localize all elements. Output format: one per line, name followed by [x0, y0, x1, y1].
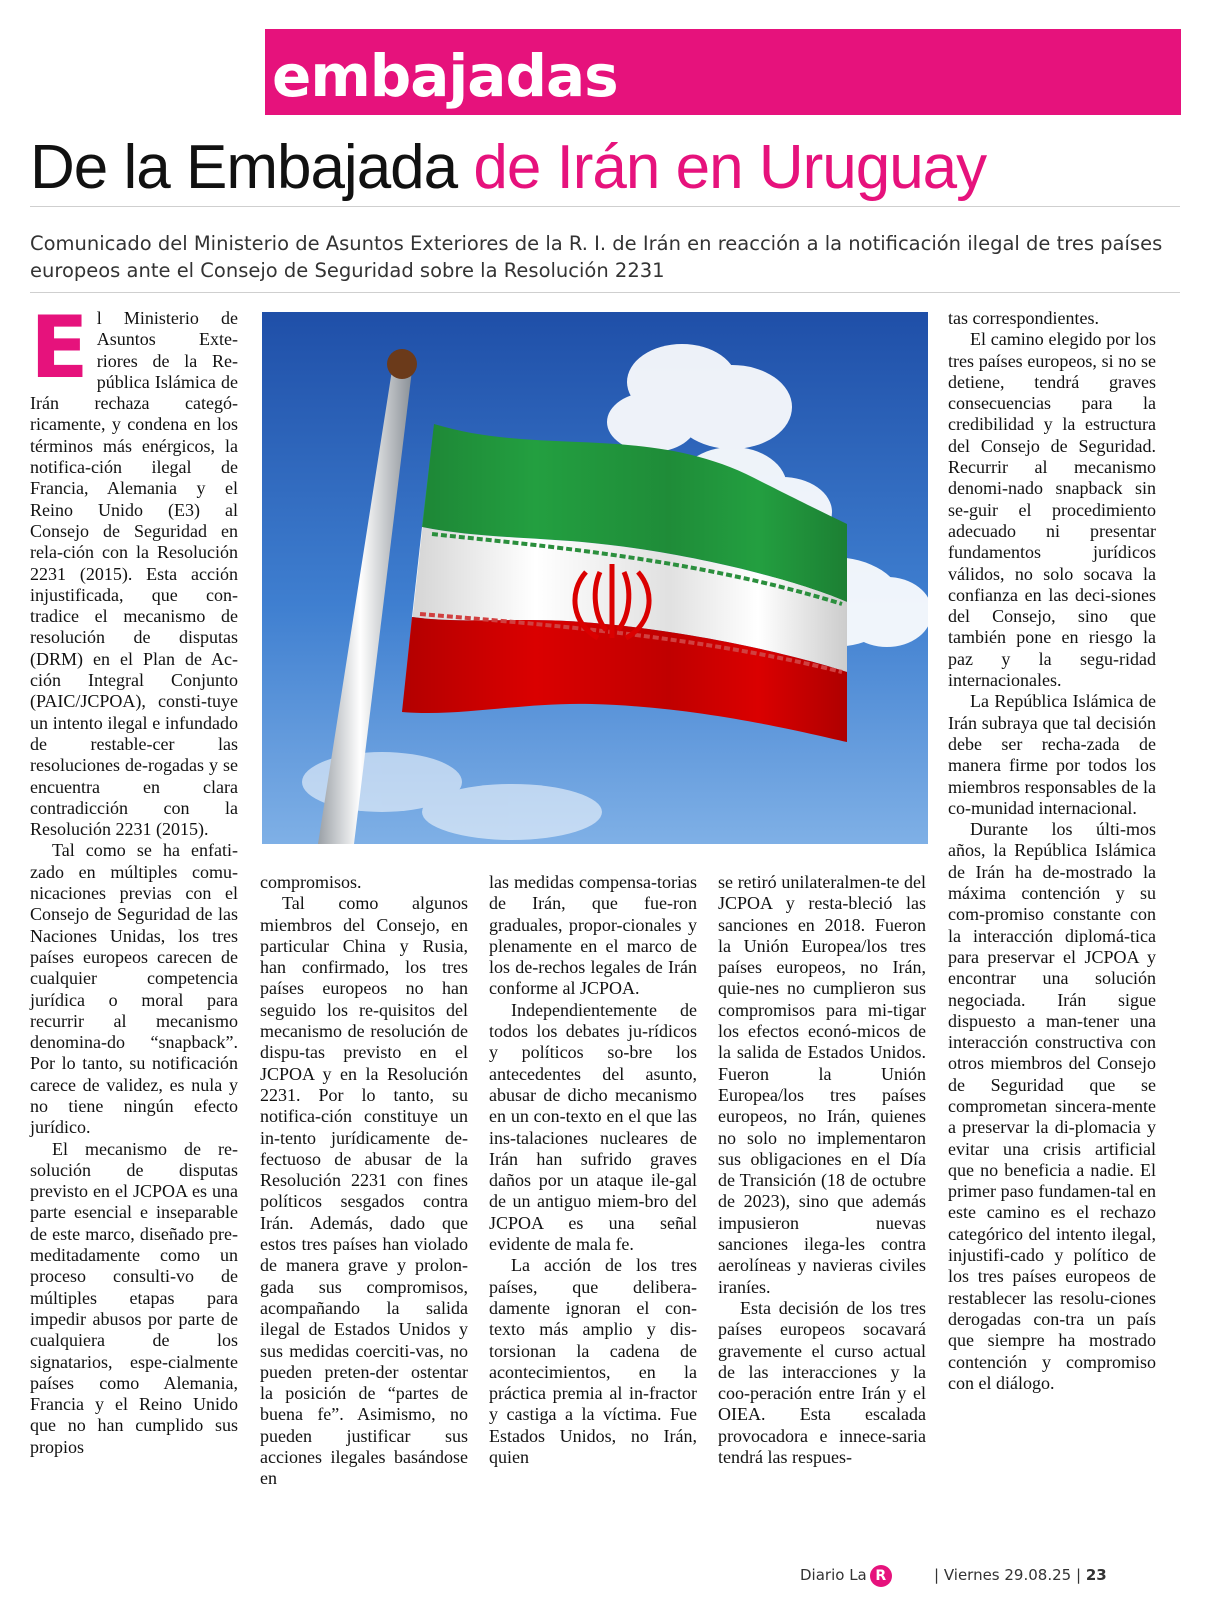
issue-date: Viernes 29.08.25 — [943, 1566, 1072, 1584]
article-paragraph: La acción de los tres países, que delibera-damente ignoran el con-texto más amplio y dis-torsionan la cadena de acontecimientos, en la práctica premia al in-fractor y castiga a la víctima. Fue Estados Unidos, no Irán, quien — [489, 1255, 697, 1468]
deck-subtitle: Comunicado del Ministerio de Asuntos Exteriores de la R. I. de Irán en reacción a la notificación ilegal de tres países europeos ante el Consejo de Seguridad sobre la Resolución 2231 — [30, 232, 1163, 282]
footer-separator: | — [934, 1566, 940, 1584]
article-paragraph: El mecanismo de re-solución de disputas previsto en el JCPOA es una parte esencial e inseparable de este marco, diseñado pre-meditadamente como un proceso consulti-vo de múltiples etapas para impedir abusos por parte de cualquiera de los signatarios, espe-cialmente países como Alemania, Francia y el Reino Unido que no han cumplido sus propios — [30, 1138, 238, 1457]
article-paragraph — [30, 298, 238, 840]
article-column-5 — [948, 308, 1156, 1394]
article-paragraph: las medidas compensa-torias de Irán, que fue-ron graduales, propor-cionales y plenamente en el marco de los de-rechos legales de Irán conforme al JCPOA. — [489, 872, 697, 999]
article-paragraph: tas correspondientes. — [948, 308, 1099, 328]
headline — [30, 128, 986, 208]
paragraph-text: l Ministerio de Asuntos Exte-riores de la Re-pública Islámica de Irán rechaza categó-ricamente, y condena en los términos más enérgicos, la notifica-ción ilegal de Francia, Alemania y el Reino Unido (E3) al Consejo de Seguridad en rela-ción con la Resolución 2231 (2015). Esta acción injustificada, que con-tradice el mecanismo de resolución de disputas (DRM) en el Plan de Ac-ción Integral Conjunto (PAIC/JCPOA), consti-tuye un intento ilegal e infundado de restable-cer las resoluciones de-rogadas y se encuentra en clara contradicción con la Resolución 2231 (2015). — [30, 308, 238, 840]
article-column-4 — [718, 872, 926, 1468]
article-paragraph: La República Islámica de Irán subraya que tal decisión debe ser recha-zada de manera firme por todos los miembros responsables de la co-munidad internacional. — [948, 691, 1156, 818]
page-number: 23 — [1085, 1566, 1107, 1584]
publication-name: Diario La — [800, 1566, 867, 1584]
article-column-1 — [30, 298, 238, 1458]
drop-cap: E — [30, 298, 89, 398]
article-paragraph: El camino elegido por los tres países europeos, si no se detiene, tendrá graves consecuencias para la credibilidad y la estructura del Consejo de Seguridad. Recurrir al mecanismo denomi-nado snapback sin se-guir el procedimiento adecuado ni presentar fundamentos jurídicos válidos, no solo socava la confianza en las deci-siones del Consejo, sino que también pone en riesgo la paz y la segu-ridad internacionales. — [948, 329, 1156, 691]
section-label: embajadas — [272, 42, 618, 110]
footer-separator: | — [1075, 1566, 1082, 1584]
article-paragraph: Independientemente de todos los debates ju-rídicos y políticos so-bre los antecedentes del asunto, abusar de dicho mecanismo en un con-texto en el que las ins-talaciones nucleares de Irán han sufrido graves daños por un ataque ile-gal de un antiguo miem-bro del JCPOA es una señal evidente de mala fe. — [489, 999, 697, 1255]
headline-divider — [30, 206, 1180, 207]
article-paragraph: se retiró unilateralmen-te del JCPOA y resta-bleció las sanciones en 2018. Fueron la Unión Europea/los tres países europeos, no Irán, quie-nes no cumplieron sus compromisos para mi-tigar los efectos econó-micos de la salida de Estados Unidos. Fueron la Unión Europea/los tres países europeos, no Irán, quienes no solo no implementaron sus obligaciones en el Día de Transición (18 de octubre de 2023), sino que además impusieron nuevas sanciones ilega-les contra aerolíneas y navieras civiles iraníes. — [718, 872, 926, 1297]
iran-flag-illustration — [262, 312, 928, 844]
headline-part1: De la Embajada — [30, 133, 474, 202]
footer-date-block — [934, 1562, 1107, 1588]
article-paragraph: Tal como algunos miembros del Consejo, en particular China y Rusia, han confirmado, los tres países europeos no han seguido los re-quisitos del mecanismo de resolución de dispu-tas previsto en el JCPOA y en la Resolución 2231. Por lo tanto, su notifica-ción constituye un in-tento jurídicamente de-fectuoso de abusar de la Resolución 2231 con fines políticos sesgados contra Irán. Además, dado que estos tres países han violado de manera grave y prolon-gada sus compromisos, acompañando la salida ilegal de Estados Unidos y sus medidas coerciti-vas, no pueden preten-der ostentar la posición de “partes de buena fe”. Asimismo, no pueden justificar sus acciones ilegales basándose en — [260, 893, 468, 1489]
flag-photo — [262, 312, 928, 844]
headline-part2: de Irán en Uruguay — [473, 133, 987, 202]
article-paragraph: Durante los últi-mos años, la República Islámica de Irán ha de-mostrado la máxima contención y su com-promiso constante con la interacción diplomá-tica para preservar el JCPOA y encontrar una solución negociada. Irán sigue dispuesto a man-tener una interacción constructiva con otros miembros del Consejo de Seguridad que se comprometan sincera-mente a preservar la di-plomacia y evitar una crisis artificial que no beneficia a nadie. El primer paso fundamen-tal en este camino es el rechazo categórico del intento ilegal, injustifi-cado y político de los tres países europeos de restablecer las resolu-ciones derogadas con-tra un país que siempre ha mostrado contención y compromiso con el diálogo. — [948, 819, 1156, 1393]
article-paragraph: compromisos. — [260, 872, 362, 892]
article-paragraph: Tal como se ha enfati-zado en múltiples comu-nicaciones previas con el Consejo de Seguridad de las Naciones Unidas, los tres países europeos carecen de cualquier competencia jurídica o moral para recurrir al mecanismo denomina-do “snapback”. Por lo tanto, su notificación carece de validez, es nula y no tiene ningún efecto jurídico. — [30, 840, 238, 1138]
deck-divider — [30, 292, 1180, 293]
publication-logo: R — [870, 1565, 892, 1587]
footer-publication — [800, 1562, 892, 1588]
article-column-3 — [489, 872, 697, 1468]
article-paragraph: Esta decisión de los tres países europeos socavará gravemente el curso actual de las interacciones y la coo-peración entre Irán y el OIEA. Esta escalada provocadora e innece-saria tendrá las respues- — [718, 1297, 926, 1468]
pole-finial — [387, 349, 417, 379]
article-column-2 — [260, 872, 468, 1490]
